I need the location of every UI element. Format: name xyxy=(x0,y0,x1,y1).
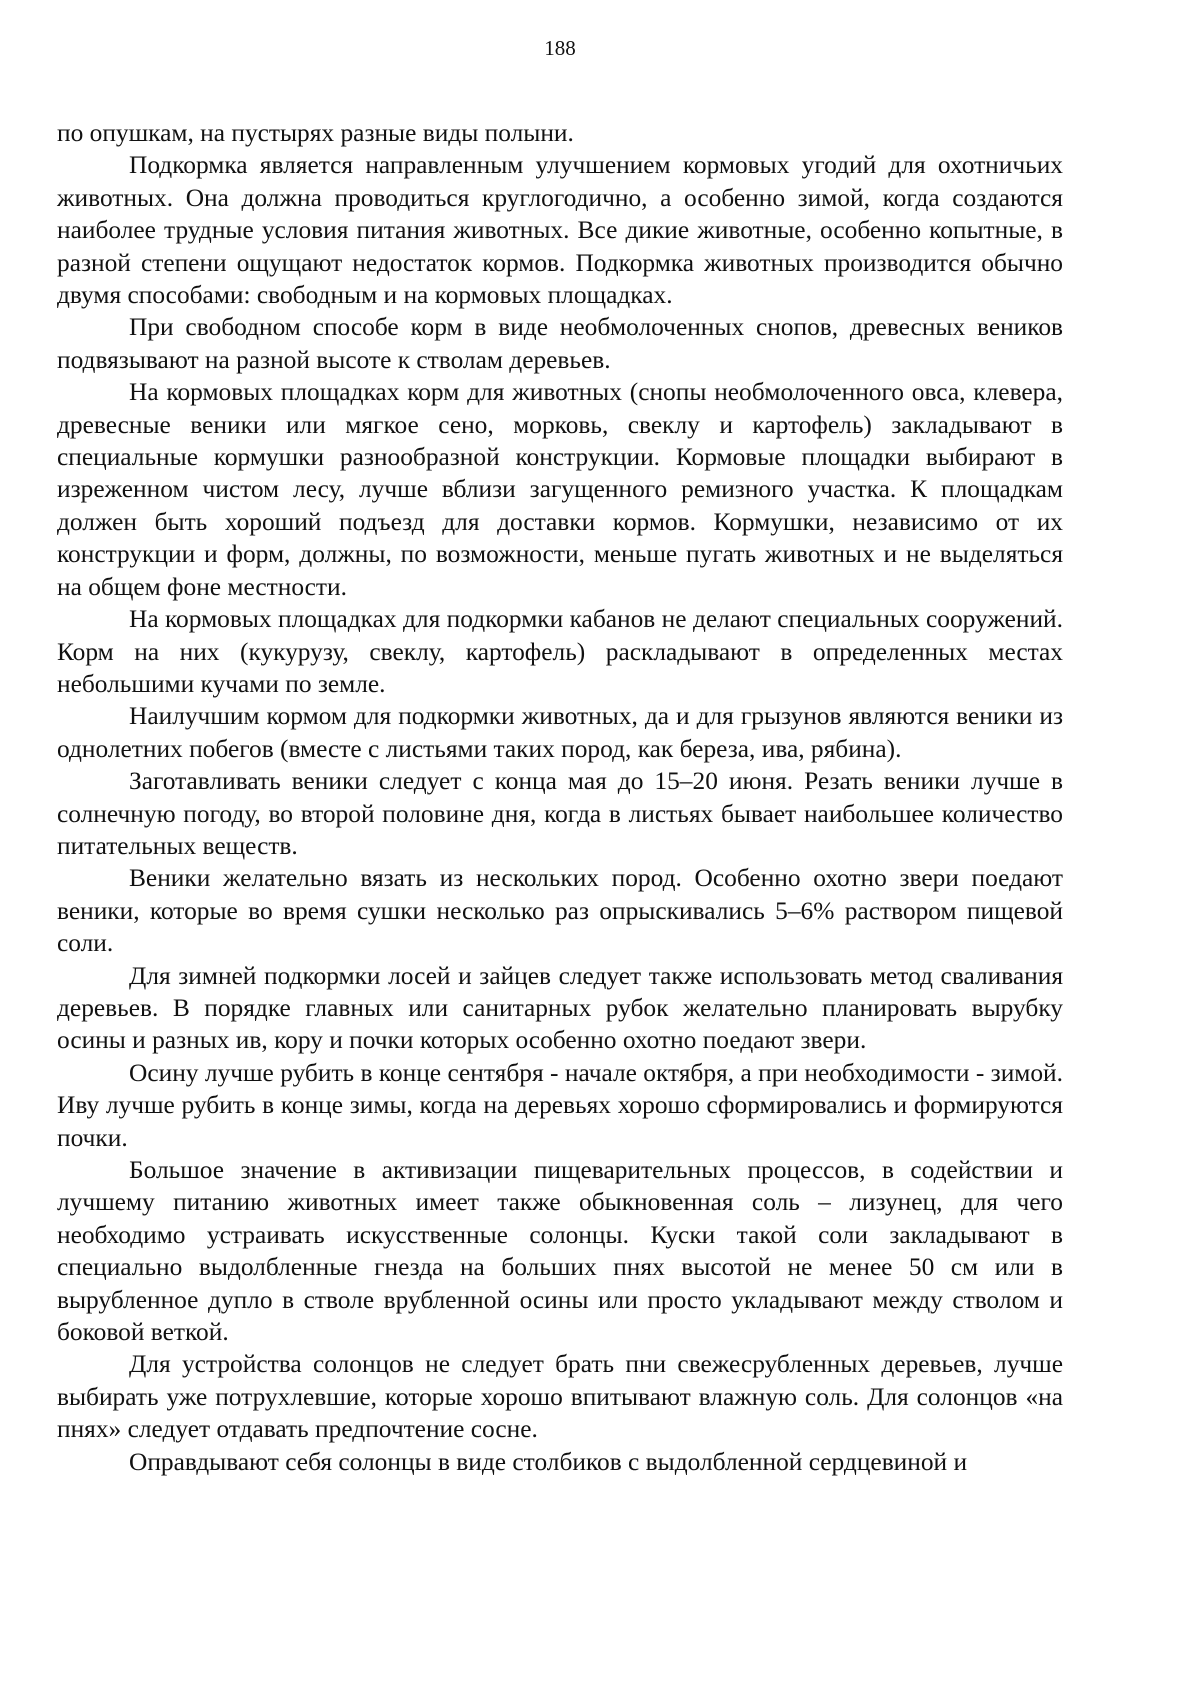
paragraph: Для устройства солонцов не следует брать пни свежесрубленных деревьев, лучше выбирать уже потрухлевшие, которые хорошо впитывают влажную соль. Для солонцов «на пнях» следует отдавать предпочтение сосне. xyxy=(57,1350,1063,1444)
paragraph: При свободном способе корм в виде необмолоченных снопов, древесных веников подвязывают на разной высоте к стволам деревьев. xyxy=(57,313,1063,374)
page-number: 188 xyxy=(544,36,576,60)
paragraph: Веники желательно вязать из нескольких пород. Особенно охотно звери поедают веники, которые во время сушки несколько раз опрыскивались 5–6% раствором пищевой соли. xyxy=(57,864,1063,958)
paragraph: Большое значение в активизации пищеварительных процессов, в содействии и лучшему питанию животных имеет также обыкновенная соль – лизунец, для чего необходимо устраивать искусственные солонцы. Куски такой соли закладывают в специально выдолбленные гнезда на больших пнях высотой не менее 50 см или в вырубленное дупло в стволе врубленной осины или просто укладывают между стволом и боковой веткой. xyxy=(57,1156,1063,1347)
paragraph: Оправдывают себя солонцы в виде столбиков с выдолбленной сердцевиной и xyxy=(129,1447,968,1476)
paragraph: Подкормка является направленным улучшением кормовых угодий для охотничьих животных. Она должна проводиться круглогодично, а особенно зимой, когда создаются наиболее трудные условия питания животных. Все дикие животные, особенно копытные, в разной степени ощущают недостаток кормов. Подкормка животных производится обычно двумя способами: свободным и на кормовых площадках. xyxy=(57,151,1063,310)
body-text xyxy=(57,117,1063,1478)
paragraph: На кормовых площадках корм для животных (снопы необмолоченного овса, клевера, древесные веники или мягкое сено, морковь, свеклу и картофель) закладывают в специальные кормушки разнообразной конструкции. Кормовые площадки выбирают в изреженном чистом лесу, лучше вблизи загущенного ремизного участка. К площадкам должен быть хороший подъезд для доставки кормов. Кормушки, независимо от их конструкции и форм, должны, по возможности, меньше пугать животных и не выделяться на общем фоне местности. xyxy=(57,378,1063,601)
paragraph: Наилучшим кормом для подкормки животных, да и для грызунов являются веники из однолетних побегов (вместе с листьями таких пород, как береза, ива, рябина). xyxy=(57,702,1063,763)
paragraph: Осину лучше рубить в конце сентября - начале октября, а при необходимости - зимой. Иву лучше рубить в конце зимы, когда на деревьях хорошо сформировались и формируются почки. xyxy=(57,1058,1063,1152)
paragraph: Заготавливать веники следует с конца мая до 15–20 июня. Резать веники лучше в солнечную погоду, во второй половине дня, когда в листьях бывает наибольшее количество питательных веществ. xyxy=(57,767,1063,860)
paragraph: Для зимней подкормки лосей и зайцев следует также использовать метод сваливания деревьев. В порядке главных или санитарных рубок желательно планировать вырубку осины и разных ив, кору и почки которых особенно охотно поедают звери. xyxy=(57,961,1063,1055)
paragraph-continuation: по опушкам, на пустырях разные виды полыни. xyxy=(57,119,574,147)
paragraph: На кормовых площадках для подкормки кабанов не делают специальных сооружений. Корм на них (кукурузу, свеклу, картофель) раскладывают в определенных местах небольшими кучами по земле. xyxy=(57,605,1063,698)
